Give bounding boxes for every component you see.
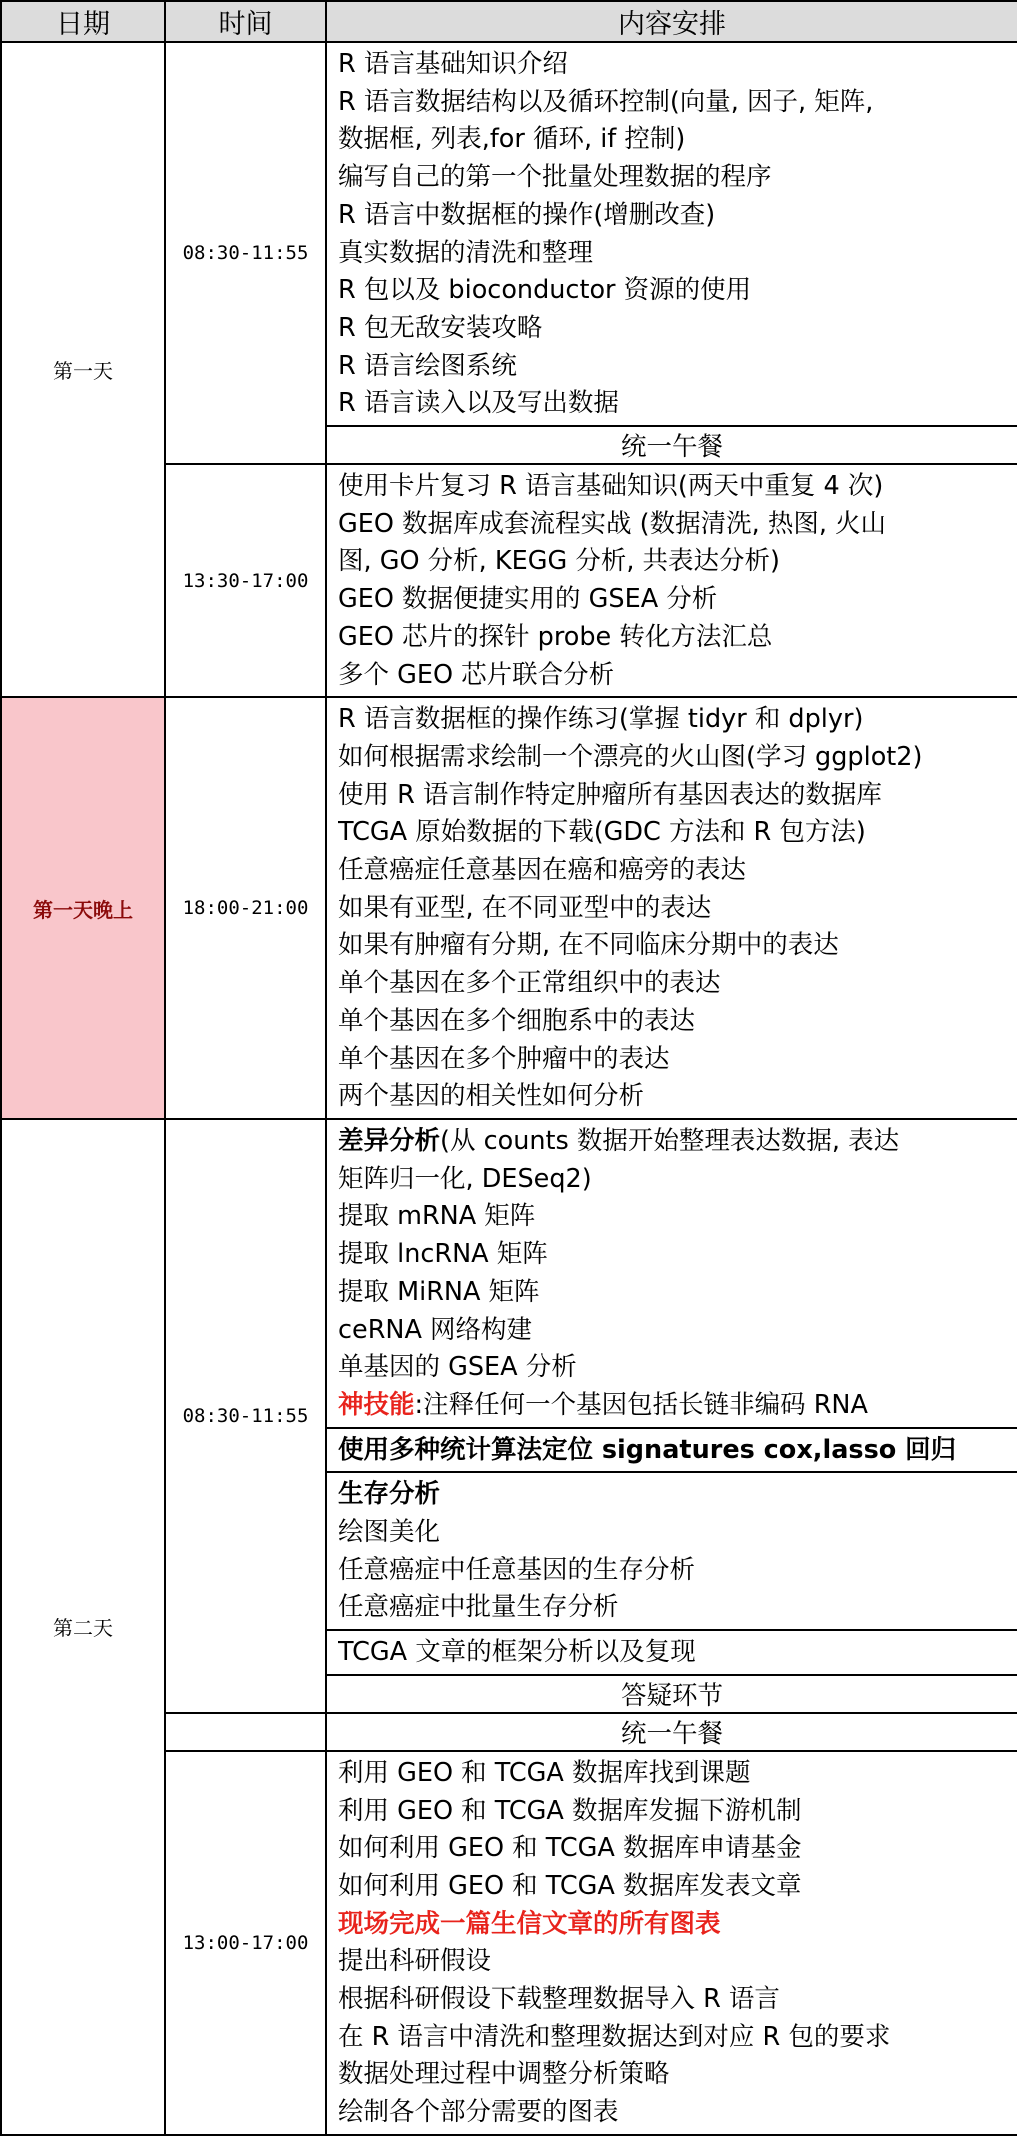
list-item: GEO 数据便捷实用的 GSEA 分析	[338, 584, 718, 615]
list-item: 如何利用 GEO 和 TCGA 数据库申请基金	[338, 1833, 802, 1864]
list-item: 单个基因在多个正常组织中的表达	[338, 968, 721, 999]
list-item: 提取 MiRNA 矩阵	[338, 1276, 540, 1307]
day2-am-row	[1, 1119, 1017, 1428]
skill-desc: :注释任何一个基因包括长链非编码 RNA	[414, 1389, 868, 1420]
list-item: 编写自己的第一个批量处理数据的程序	[338, 162, 772, 193]
list-item: 在 R 语言中清洗和整理数据达到对应 R 包的要求	[338, 2021, 891, 2052]
list-item: TCGA 原始数据的下载(GDC 方法和 R 包方法)	[338, 817, 866, 848]
list-item: GEO 芯片的探针 probe 转化方法汇总	[338, 621, 773, 652]
list-item: 两个基因的相关性如何分析	[338, 1081, 645, 1112]
tcga-frame-item: TCGA 文章的框架分析以及复现	[338, 1637, 696, 1668]
day2-signature-content	[326, 1428, 1017, 1473]
highlight-item: 现场完成一篇生信文章的所有图表	[338, 1908, 721, 1939]
list-item: 如何利用 GEO 和 TCGA 数据库发表文章	[338, 1870, 802, 1901]
list-item: 任意癌症任意基因在癌和癌旁的表达	[338, 855, 747, 886]
evening-time: 18:00-21:00	[165, 697, 326, 1119]
day1-am-time: 08:30-11:55	[165, 42, 326, 464]
day2-pm-content	[326, 1751, 1017, 2135]
list-item: R 语言绘图系统	[338, 350, 517, 381]
day2-tcga-content	[326, 1630, 1017, 1675]
diff-analysis-desc: (从 counts 数据开始整理表达数据, 表达	[440, 1125, 900, 1156]
list-item: 多个 GEO 芯片联合分析	[338, 659, 615, 690]
survival-title: 生存分析	[338, 1479, 441, 1510]
day2-lunch-time-empty	[165, 1713, 326, 1751]
list-item: 绘制各个部分需要的图表	[338, 2097, 619, 2128]
list-item: R 语言基础知识介绍	[338, 49, 568, 79]
list-item: 单个基因在多个细胞系中的表达	[338, 1005, 696, 1036]
list-item: 数据框, 列表,for 循环, if 控制)	[338, 124, 686, 155]
list-item: 任意癌症中任意基因的生存分析	[338, 1554, 696, 1585]
list-item: 利用 GEO 和 TCGA 数据库找到课题	[338, 1757, 751, 1788]
list-item	[338, 1123, 1017, 1161]
list-item: R 包无敌安装攻略	[338, 312, 543, 343]
day2-lunch: 统一午餐	[326, 1713, 1017, 1751]
day1-pm-content	[326, 464, 1017, 697]
list-item: GEO 数据库成套流程实战 (数据清洗, 热图, 火山	[338, 508, 887, 539]
day1-am-content	[326, 42, 1017, 426]
day2-qa: 答疑环节	[326, 1675, 1017, 1713]
day1-lunch: 统一午餐	[326, 426, 1017, 464]
list-item: 如果有肿瘤有分期, 在不同临床分期中的表达	[338, 930, 839, 961]
list-item: 如何根据需求绘制一个漂亮的火山图(学习 ggplot2)	[338, 741, 923, 772]
list-item: 图, GO 分析, KEGG 分析, 共表达分析)	[338, 546, 780, 577]
list-item: R 语言读入以及写出数据	[338, 388, 619, 419]
list-item: R 包以及 bioconductor 资源的使用	[338, 275, 752, 306]
day1-am-row	[1, 42, 1017, 426]
day2-date: 第二天	[1, 1119, 165, 2135]
list-item: 矩阵归一化, DESeq2)	[338, 1163, 592, 1194]
day1-date: 第一天	[1, 42, 165, 697]
list-item: 如果有亚型, 在不同亚型中的表达	[338, 892, 712, 923]
day2-survival-content	[326, 1472, 1017, 1630]
diff-analysis-title: 差异分析	[338, 1125, 441, 1156]
list-item: 真实数据的清洗和整理	[338, 237, 594, 268]
skill-highlight: 神技能	[338, 1389, 415, 1420]
day2-diff-content	[326, 1119, 1017, 1428]
list-item: R 语言数据框的操作练习(掌握 tidyr 和 dplyr)	[338, 704, 864, 735]
day1-pm-time: 13:30-17:00	[165, 464, 326, 697]
list-item: ceRNA 网络构建	[338, 1314, 533, 1345]
list-item: 使用卡片复习 R 语言基础知识(两天中重复 4 次)	[338, 471, 884, 502]
list-item: 提出科研假设	[338, 1946, 492, 1977]
list-item: 任意癌症中批量生存分析	[338, 1592, 619, 1623]
list-item: 使用 R 语言制作特定肿瘤所有基因表达的数据库	[338, 779, 882, 810]
list-item: 数据处理过程中调整分析策略	[338, 2059, 670, 2090]
header-date: 日期	[1, 1, 165, 42]
list-item	[338, 1387, 1017, 1425]
list-item: R 语言数据结构以及循环控制(向量, 因子, 矩阵,	[338, 86, 874, 117]
header-row	[1, 1, 1017, 42]
header-content: 内容安排	[326, 1, 1017, 42]
signature-item: 使用多种统计算法定位 signatures cox,lasso 回归	[338, 1434, 957, 1465]
list-item: 提取 mRNA 矩阵	[338, 1201, 536, 1232]
day2-pm-time: 13:00-17:00	[165, 1751, 326, 2135]
evening-content	[326, 697, 1017, 1119]
list-item: 根据科研假设下载整理数据导入 R 语言	[338, 1984, 780, 2015]
day2-am-time: 08:30-11:55	[165, 1119, 326, 1713]
header-time: 时间	[165, 1, 326, 42]
list-item: 单基因的 GSEA 分析	[338, 1352, 577, 1383]
list-item: R 语言中数据框的操作(增删改查)	[338, 199, 716, 230]
list-item: 绘图美化	[338, 1517, 441, 1548]
list-item: 利用 GEO 和 TCGA 数据库发掘下游机制	[338, 1795, 802, 1826]
evening-row	[1, 697, 1017, 1119]
list-item: 提取 lncRNA 矩阵	[338, 1239, 548, 1270]
list-item: 单个基因在多个肿瘤中的表达	[338, 1043, 670, 1074]
evening-date: 第一天晚上	[1, 697, 165, 1119]
